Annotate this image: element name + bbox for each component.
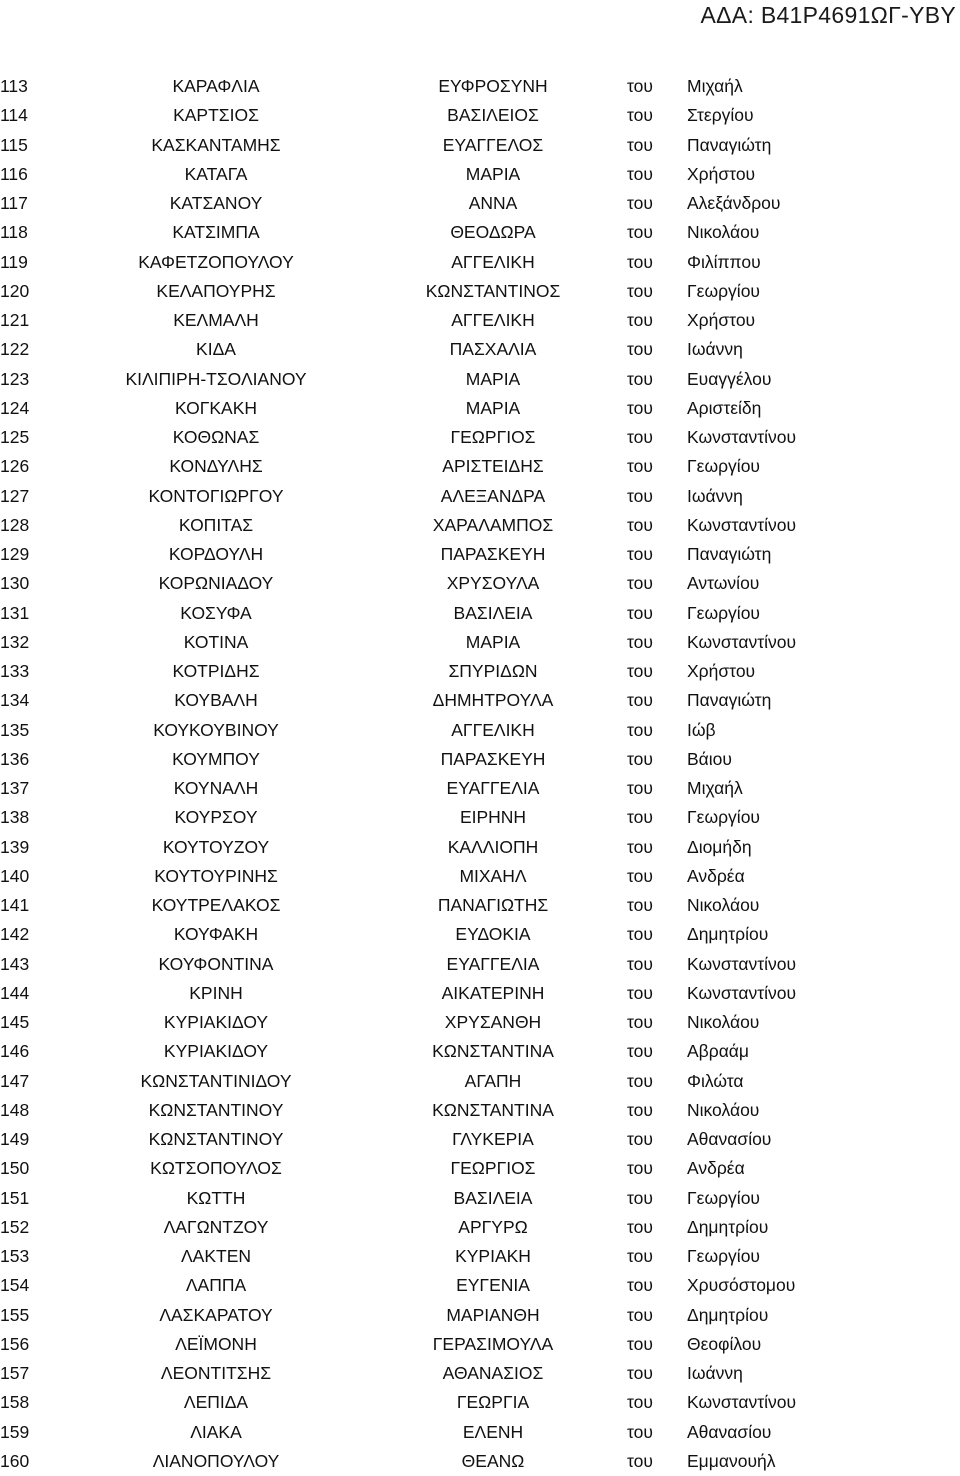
row-number: 117 <box>0 193 28 213</box>
row-number: 159 <box>0 1421 30 1442</box>
table-row <box>0 482 960 511</box>
row-number: 118 <box>0 222 28 243</box>
first-name-cell: ΕΥΦΡΟΣΥΝΗ <box>438 76 548 96</box>
father-name-cell: Ιωάννη <box>687 339 743 360</box>
father-name-cell: Ανδρέα <box>687 1158 745 1179</box>
tou-cell: του <box>627 807 653 828</box>
row-number: 145 <box>0 1012 30 1032</box>
surname-cell: ΚΩΤΣΟΠΟΥΛΟΣ <box>150 1158 282 1179</box>
first-name-cell: ΧΑΡΑΛΑΜΠΟΣ <box>432 514 554 535</box>
first-name-cell: ΜΑΡΙΑ <box>465 397 521 418</box>
surname-cell: ΛΕΠΙΔΑ <box>183 1392 249 1413</box>
first-name-cell: ΕΥΓΕΝΙΑ <box>456 1275 530 1296</box>
first-name-cell: ΜΑΡΙΑ <box>465 368 521 389</box>
first-name-cell: ΒΑΣΙΛΕΙΑ <box>453 602 533 623</box>
table-row <box>0 1271 960 1300</box>
table-row <box>0 423 960 452</box>
surname-cell: ΚΑΣΚΑΝΤΑΜΗΣ <box>151 134 281 155</box>
row-number: 120 <box>0 280 30 301</box>
surname-cell: ΚΟΠΙΤΑΣ <box>178 514 254 535</box>
father-name-cell: Αντωνίου <box>687 573 760 594</box>
tou-cell: του <box>627 368 653 389</box>
tou-cell: του <box>627 1216 653 1237</box>
surname-cell: ΚΙΔΑ <box>196 339 236 360</box>
row-number: 130 <box>0 573 30 594</box>
first-name-cell: ΜΑΡΙΑ <box>465 163 521 184</box>
first-name-cell: ΠΑΡΑΣΚΕΥΗ <box>440 544 546 564</box>
table-row <box>0 716 960 745</box>
father-name-cell: Φιλίππου <box>687 251 761 272</box>
surname-cell: ΚΑΡΤΣΙΟΣ <box>173 105 259 126</box>
father-name-cell: Κωνσταντίνου <box>687 953 797 974</box>
surname-cell: ΚΙΛΙΠΙΡΗ-ΤΣΟΛΙΑΝΟΥ <box>125 368 307 389</box>
row-number: 137 <box>0 778 30 798</box>
first-name-cell: ΑΡΙΣΤΕΙΔΗΣ <box>442 456 544 477</box>
table-row <box>0 248 960 277</box>
tou-cell: του <box>627 836 653 857</box>
tou-cell: του <box>627 251 653 272</box>
father-name-cell: Ιωάννη <box>687 1363 743 1383</box>
row-number: 142 <box>0 924 30 945</box>
row-number: 139 <box>0 836 30 857</box>
first-name-cell: ΚΩΝΣΤΑΝΤΙΝΑ <box>432 1099 554 1120</box>
table-row <box>0 540 960 569</box>
tou-cell: του <box>627 690 653 711</box>
table-row <box>0 599 960 628</box>
row-number: 148 <box>0 1099 30 1120</box>
first-name-cell: ΜΙΧΑΗΛ <box>459 865 527 886</box>
father-name-cell: Στεργίου <box>687 105 754 126</box>
table-row <box>0 1096 960 1125</box>
father-name-cell: Αλεξάνδρου <box>687 193 781 213</box>
table-row <box>0 365 960 394</box>
tou-cell: του <box>627 1450 653 1471</box>
tou-cell: του <box>627 280 653 301</box>
surname-cell: ΛΑΣΚΑΡΑΤΟΥ <box>159 1304 273 1325</box>
ada-code: ΑΔΑ: Β41Ρ4691ΩΓ-ΥΒΥ <box>700 2 956 28</box>
father-name-cell: Νικολάου <box>687 1012 760 1032</box>
father-name-cell: Θεοφίλου <box>687 1333 762 1354</box>
father-name-cell: Ευαγγέλου <box>687 368 772 389</box>
table-row <box>0 72 960 101</box>
surname-cell: ΚΡΙΝΗ <box>189 982 243 1003</box>
surname-cell: ΚΩΝΣΤΑΝΤΙΝΙΔΟΥ <box>140 1070 292 1091</box>
first-name-cell: ΔΗΜΗΤΡΟΥΛΑ <box>432 690 554 711</box>
father-name-cell: Μιχαήλ <box>687 778 743 798</box>
names-table <box>0 72 960 1476</box>
tou-cell: του <box>627 1246 653 1266</box>
tou-cell: του <box>627 1304 653 1325</box>
father-name-cell: Γεωργίου <box>687 807 760 828</box>
surname-cell: ΚΟΣΥΦΑ <box>180 602 252 623</box>
surname-cell: ΚΟΝΤΟΓΙΩΡΓΟΥ <box>148 485 284 506</box>
table-row <box>0 745 960 774</box>
tou-cell: του <box>627 1129 653 1149</box>
surname-cell: ΚΟΥΒΑΛΗ <box>174 690 258 711</box>
row-number: 152 <box>0 1216 30 1237</box>
table-row <box>0 1067 960 1096</box>
father-name-cell: Αθανασίου <box>687 1421 772 1442</box>
row-number: 149 <box>0 1129 30 1149</box>
table-row <box>0 950 960 979</box>
row-number: 150 <box>0 1158 30 1179</box>
tou-cell: του <box>627 485 653 506</box>
first-name-cell: ΓΛΥΚΕΡΙΑ <box>452 1129 534 1149</box>
surname-cell: ΚΟΤΡΙΔΗΣ <box>172 661 260 681</box>
row-number: 146 <box>0 1041 30 1062</box>
surname-cell: ΚΟΥΤΟΥΡΙΝΗΣ <box>154 865 278 886</box>
tou-cell: του <box>627 602 653 623</box>
table-row <box>0 891 960 920</box>
surname-cell: ΚΕΛΑΠΟΥΡΗΣ <box>156 280 276 301</box>
table-row <box>0 1037 960 1066</box>
row-number: 157 <box>0 1363 30 1383</box>
first-name-cell: ΜΑΡΙΑ <box>465 631 521 652</box>
surname-cell: ΚΩΝΣΤΑΝΤΙΝΟΥ <box>148 1099 284 1120</box>
row-number: 129 <box>0 544 30 564</box>
tou-cell: του <box>627 1421 653 1442</box>
father-name-cell: Παναγιώτη <box>687 134 772 155</box>
surname-cell: ΚΟΥΜΠΟΥ <box>172 748 260 769</box>
first-name-cell: ΕΥΑΓΓΕΛΙΑ <box>446 778 540 798</box>
table-row <box>0 686 960 715</box>
father-name-cell: Γεωργίου <box>687 1187 760 1208</box>
row-number: 116 <box>0 163 28 184</box>
father-name-cell: Κωνσταντίνου <box>687 1392 797 1413</box>
surname-cell: ΚΑΦΕΤΖΟΠΟΥΛΟΥ <box>138 251 294 272</box>
father-name-cell: Κωνσταντίνου <box>687 982 797 1003</box>
first-name-cell: ΓΕΩΡΓΙΟΣ <box>450 1158 536 1179</box>
father-name-cell: Νικολάου <box>687 222 760 243</box>
surname-cell: ΛΕΪΜΟΝΗ <box>175 1333 257 1354</box>
tou-cell: του <box>627 719 653 740</box>
surname-cell: ΚΟΥΚΟΥΒΙΝΟΥ <box>153 719 279 740</box>
father-name-cell: Νικολάου <box>687 1099 760 1120</box>
tou-cell: του <box>627 631 653 652</box>
table-row <box>0 657 960 686</box>
row-number: 132 <box>0 631 30 652</box>
father-name-cell: Φιλώτα <box>687 1070 744 1091</box>
father-name-cell: Δημητρίου <box>687 1304 769 1325</box>
father-name-cell: Γεωργίου <box>687 1246 760 1266</box>
first-name-cell: ΘΕΑΝΩ <box>461 1450 525 1471</box>
father-name-cell: Χρήστου <box>687 310 756 330</box>
father-name-cell: Αβραάμ <box>687 1041 750 1062</box>
first-name-cell: ΑΡΓΥΡΩ <box>458 1216 528 1237</box>
row-number: 123 <box>0 368 30 389</box>
row-number: 154 <box>0 1275 30 1296</box>
surname-cell: ΚΟΡΔΟΥΛΗ <box>168 544 264 564</box>
table-row <box>0 1213 960 1242</box>
surname-cell: ΚΑΤΣΙΜΠΑ <box>172 222 260 243</box>
tou-cell: του <box>627 1275 653 1296</box>
row-number: 119 <box>0 251 28 272</box>
father-name-cell: Κωνσταντίνου <box>687 514 797 535</box>
first-name-cell: ΑΙΚΑΤΕΡΙΝΗ <box>441 982 545 1003</box>
first-name-cell: ΕΙΡΗΝΗ <box>459 807 527 828</box>
first-name-cell: ΕΛΕΝΗ <box>462 1421 524 1442</box>
tou-cell: του <box>627 573 653 594</box>
surname-cell: ΛΑΠΠΑ <box>185 1275 247 1296</box>
table-row <box>0 189 960 218</box>
father-name-cell: Δημητρίου <box>687 1216 769 1237</box>
table-row <box>0 1154 960 1183</box>
first-name-cell: ΑΛΕΞΑΝΔΡΑ <box>440 485 546 506</box>
first-name-cell: ΑΓΓΕΛΙΚΗ <box>451 251 535 272</box>
first-name-cell: ΒΑΣΙΛΕΙΟΣ <box>447 105 539 126</box>
table-row <box>0 1359 960 1388</box>
tou-cell: του <box>627 865 653 886</box>
tou-cell: του <box>627 661 653 681</box>
row-number: 127 <box>0 485 30 506</box>
surname-cell: ΚΟΥΤΡΕΛΑΚΟΣ <box>151 895 281 915</box>
surname-cell: ΚΟΥΝΑΛΗ <box>173 778 259 798</box>
row-number: 124 <box>0 397 30 418</box>
tou-cell: του <box>627 193 653 213</box>
first-name-cell: ΑΝΝΑ <box>468 193 518 213</box>
table-row <box>0 335 960 364</box>
row-number: 136 <box>0 748 30 769</box>
row-number: 147 <box>0 1070 30 1091</box>
first-name-cell: ΠΑΡΑΣΚΕΥΗ <box>440 748 546 769</box>
tou-cell: του <box>627 1158 653 1179</box>
first-name-cell: ΓΕΩΡΓΙΑ <box>456 1392 530 1413</box>
tou-cell: του <box>627 514 653 535</box>
first-name-cell: ΑΓΓΕΛΙΚΗ <box>451 719 535 740</box>
first-name-cell: ΑΓΓΕΛΙΚΗ <box>451 310 535 330</box>
father-name-cell: Νικολάου <box>687 895 760 915</box>
table-row <box>0 1242 960 1271</box>
first-name-cell: ΣΠΥΡΙΔΩΝ <box>448 661 538 681</box>
table-row <box>0 1330 960 1359</box>
father-name-cell: Ιωάννη <box>687 485 743 506</box>
table-row <box>0 1388 960 1417</box>
row-number: 143 <box>0 953 30 974</box>
first-name-cell: ΒΑΣΙΛΕΙΑ <box>453 1187 533 1208</box>
row-number: 156 <box>0 1333 30 1354</box>
first-name-cell: ΠΑΣΧΑΛΙΑ <box>449 339 537 360</box>
tou-cell: του <box>627 310 653 330</box>
first-name-cell: ΧΡΥΣΟΥΛΑ <box>446 573 540 594</box>
father-name-cell: Αθανασίου <box>687 1129 772 1149</box>
surname-cell: ΚΟΓΚΑΚΗ <box>174 397 258 418</box>
row-number: 125 <box>0 427 30 447</box>
tou-cell: του <box>627 1041 653 1062</box>
first-name-cell: ΓΕΡΑΣΙΜΟΥΛΑ <box>432 1333 554 1354</box>
row-number: 115 <box>0 134 28 155</box>
father-name-cell: Ανδρέα <box>687 865 745 886</box>
tou-cell: του <box>627 1363 653 1383</box>
tou-cell: του <box>627 222 653 243</box>
surname-cell: ΚΟΥΦΑΚΗ <box>173 924 259 945</box>
first-name-cell: ΜΑΡΙΑΝΘΗ <box>446 1304 540 1325</box>
tou-cell: του <box>627 339 653 360</box>
tou-cell: του <box>627 397 653 418</box>
table-row <box>0 131 960 160</box>
father-name-cell: Γεωργίου <box>687 280 760 301</box>
row-number: 114 <box>0 105 28 126</box>
row-number: 140 <box>0 865 30 886</box>
first-name-cell: ΧΡΥΣΑΝΘΗ <box>444 1012 542 1032</box>
row-number: 134 <box>0 690 30 711</box>
first-name-cell: ΕΥΔΟΚΙΑ <box>455 924 531 945</box>
table-row <box>0 511 960 540</box>
tou-cell: του <box>627 1070 653 1091</box>
surname-cell: ΚΟΡΩΝΙΑΔΟΥ <box>158 573 274 594</box>
first-name-cell: ΓΕΩΡΓΙΟΣ <box>450 427 536 447</box>
father-name-cell: Βάιου <box>687 748 732 769</box>
row-number: 121 <box>0 310 30 330</box>
table-row <box>0 1008 960 1037</box>
tou-cell: του <box>627 163 653 184</box>
surname-cell: ΚΥΡΙΑΚΙΔΟΥ <box>163 1041 269 1062</box>
table-row <box>0 1418 960 1447</box>
surname-cell: ΚΟΝΔΥΛΗΣ <box>169 456 263 477</box>
father-name-cell: Κωνσταντίνου <box>687 427 797 447</box>
surname-cell: ΚΟΤΙΝΑ <box>183 631 249 652</box>
tou-cell: του <box>627 76 653 96</box>
table-row <box>0 774 960 803</box>
first-name-cell: ΚΩΝΣΤΑΝΤΙΝΟΣ <box>425 280 561 301</box>
row-number: 138 <box>0 807 30 828</box>
row-number: 131 <box>0 602 30 623</box>
surname-cell: ΚΩΤΤΗ <box>186 1187 246 1208</box>
table-row <box>0 452 960 481</box>
surname-cell: ΛΙΑΚΑ <box>190 1421 242 1442</box>
row-number: 122 <box>0 339 30 360</box>
row-number: 155 <box>0 1304 30 1325</box>
tou-cell: του <box>627 134 653 155</box>
surname-cell: ΛΑΓΩΝΤΖΟΥ <box>163 1216 269 1237</box>
surname-cell: ΚΟΥΤΟΥΖΟΥ <box>162 836 270 857</box>
row-number: 126 <box>0 456 30 477</box>
tou-cell: του <box>627 1099 653 1120</box>
father-name-cell: Παναγιώτη <box>687 690 772 711</box>
surname-cell: ΛΑΚΤΕΝ <box>180 1246 252 1266</box>
father-name-cell: Κωνσταντίνου <box>687 631 797 652</box>
tou-cell: του <box>627 427 653 447</box>
tou-cell: του <box>627 982 653 1003</box>
tou-cell: του <box>627 544 653 564</box>
surname-cell: ΛΕΟΝΤΙΤΣΗΣ <box>160 1363 272 1383</box>
tou-cell: του <box>627 1333 653 1354</box>
father-name-cell: Χρήστου <box>687 163 756 184</box>
row-number: 141 <box>0 895 30 915</box>
father-name-cell: Παναγιώτη <box>687 544 772 564</box>
tou-cell: του <box>627 953 653 974</box>
father-name-cell: Διομήδη <box>687 836 752 857</box>
first-name-cell: ΑΓΑΠΗ <box>464 1070 522 1091</box>
tou-cell: του <box>627 748 653 769</box>
row-number: 144 <box>0 982 30 1003</box>
surname-cell: ΚΟΥΡΣΟΥ <box>174 807 258 828</box>
row-number: 151 <box>0 1187 30 1208</box>
first-name-cell: ΕΥΑΓΓΕΛΟΣ <box>442 134 544 155</box>
table-row <box>0 628 960 657</box>
tou-cell: του <box>627 924 653 945</box>
table-row <box>0 1125 960 1154</box>
row-number: 113 <box>0 76 28 96</box>
table-row <box>0 101 960 130</box>
surname-cell: ΚΑΡΑΦΛΙΑ <box>172 76 260 96</box>
table-row <box>0 277 960 306</box>
first-name-cell: ΚΑΛΛΙΟΠΗ <box>447 836 539 857</box>
tou-cell: του <box>627 1187 653 1208</box>
surname-cell: ΚΥΡΙΑΚΙΔΟΥ <box>163 1012 269 1032</box>
surname-cell: ΚΟΥΦΟΝΤΙΝΑ <box>158 953 274 974</box>
first-name-cell: ΑΘΑΝΑΣΙΟΣ <box>442 1363 544 1383</box>
row-number: 153 <box>0 1246 30 1266</box>
surname-cell: ΛΙΑΝΟΠΟΥΛΟΥ <box>152 1450 280 1471</box>
table-row <box>0 979 960 1008</box>
surname-cell: ΚΟΘΩΝΑΣ <box>172 427 260 447</box>
tou-cell: του <box>627 1392 653 1413</box>
table-row <box>0 306 960 335</box>
table-row <box>0 1184 960 1213</box>
table-row <box>0 394 960 423</box>
father-name-cell: Χρήστου <box>687 661 756 681</box>
first-name-cell: ΠΑΝΑΓΙΩΤΗΣ <box>437 895 549 915</box>
first-name-cell: ΘΕΟΔΩΡΑ <box>450 222 536 243</box>
tou-cell: του <box>627 778 653 798</box>
row-number: 128 <box>0 514 30 535</box>
tou-cell: του <box>627 456 653 477</box>
first-name-cell: ΚΥΡΙΑΚΗ <box>455 1246 531 1266</box>
tou-cell: του <box>627 895 653 915</box>
father-name-cell: Μιχαήλ <box>687 76 743 96</box>
surname-cell: ΚΩΝΣΤΑΝΤΙΝΟΥ <box>148 1129 284 1149</box>
table-row <box>0 833 960 862</box>
father-name-cell: Δημητρίου <box>687 924 769 945</box>
surname-cell: ΚΕΛΜΑΛΗ <box>173 310 259 330</box>
table-row <box>0 160 960 189</box>
father-name-cell: Γεωργίου <box>687 602 760 623</box>
row-number: 160 <box>0 1450 30 1471</box>
row-number: 158 <box>0 1392 30 1413</box>
first-name-cell: ΚΩΝΣΤΑΝΤΙΝΑ <box>432 1041 554 1062</box>
father-name-cell: Γεωργίου <box>687 456 760 477</box>
table-row <box>0 862 960 891</box>
tou-cell: του <box>627 105 653 126</box>
table-row <box>0 803 960 832</box>
table-row <box>0 920 960 949</box>
surname-cell: ΚΑΤΣΑΝΟΥ <box>169 193 263 213</box>
father-name-cell: Αριστείδη <box>687 397 762 418</box>
row-number: 133 <box>0 661 30 681</box>
father-name-cell: Χρυσόστομου <box>687 1275 796 1296</box>
table-row <box>0 218 960 247</box>
row-number: 135 <box>0 719 30 740</box>
father-name-cell: Εμμανουήλ <box>687 1450 776 1471</box>
first-name-cell: ΕΥΑΓΓΕΛΙΑ <box>446 953 540 974</box>
father-name-cell: Ιώβ <box>687 719 716 740</box>
surname-cell: ΚΑΤΑΓΑ <box>184 163 248 184</box>
table-row <box>0 569 960 598</box>
table-row <box>0 1301 960 1330</box>
tou-cell: του <box>627 1012 653 1032</box>
